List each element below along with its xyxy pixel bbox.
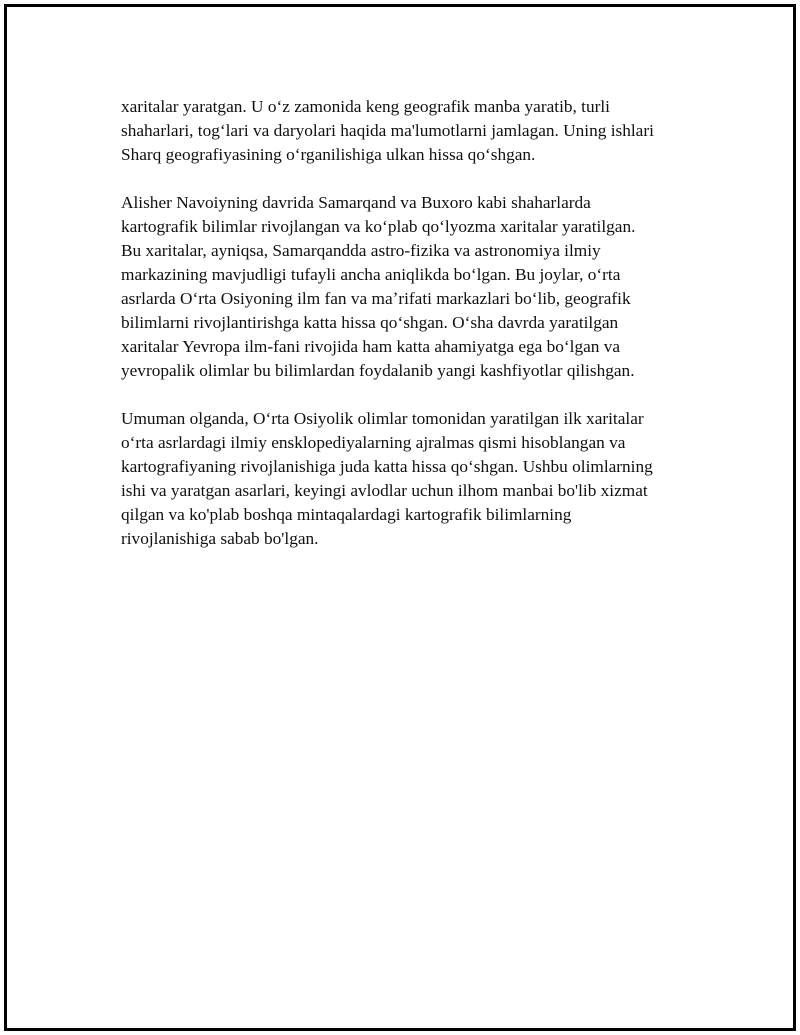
text-line: Alisher Navoiyning davrida Samarqand va Buxoro kabi shaharlarda — [121, 193, 591, 212]
paragraph-2 — [121, 191, 701, 383]
text-line: rivojlanishiga sabab bo'lgan. — [121, 529, 319, 548]
document-body — [121, 95, 701, 575]
text-line: asrlarda Oʻrta Osiyoning ilm fan va maʼrifati markazlari boʻlib, geografik — [121, 289, 631, 308]
text-line: yevropalik olimlar bu bilimlardan foydalanib yangi kashfiyotlar qilishgan. — [121, 361, 635, 380]
text-line: oʻrta asrlardagi ilmiy ensklopediyalarning ajralmas qismi hisoblangan va — [121, 433, 626, 452]
paragraph-3 — [121, 407, 701, 551]
text-line: qilgan va ko'plab boshqa mintaqalardagi kartografik bilimlarning — [121, 505, 572, 524]
text-line: Umuman olganda, Oʻrta Osiyolik olimlar tomonidan yaratilgan ilk xaritalar — [121, 409, 644, 428]
text-line: xaritalar yaratgan. U oʻz zamonida keng geografik manba yaratib, turli — [121, 97, 610, 116]
text-line: ishi va yaratgan asarlari, keyingi avlodlar uchun ilhom manbai bo'lib xizmat — [121, 481, 648, 500]
text-line: shaharlari, togʻlari va daryolari haqida ma'lumotlarni jamlagan. Uning ishlari — [121, 121, 654, 140]
text-line: Sharq geografiyasining oʻrganilishiga ulkan hissa qoʻshgan. — [121, 145, 536, 164]
text-line: kartografiyaning rivojlanishiga juda katta hissa qoʻshgan. Ushbu olimlarning — [121, 457, 653, 476]
text-line: markazining mavjudligi tufayli ancha aniqlikda boʻlgan. Bu joylar, oʻrta — [121, 265, 621, 284]
text-line: kartografik bilimlar rivojlangan va koʻplab qoʻlyozma xaritalar yaratilgan. — [121, 217, 636, 236]
page-frame — [4, 4, 796, 1031]
paragraph-1 — [121, 95, 701, 167]
text-line: xaritalar Yevropa ilm-fani rivojida ham katta ahamiyatga ega boʻlgan va — [121, 337, 621, 356]
text-line: Bu xaritalar, ayniqsa, Samarqandda astro-fizika va astronomiya ilmiy — [121, 241, 601, 260]
text-line: bilimlarni rivojlantirishga katta hissa qoʻshgan. Oʻsha davrda yaratilgan — [121, 313, 619, 332]
